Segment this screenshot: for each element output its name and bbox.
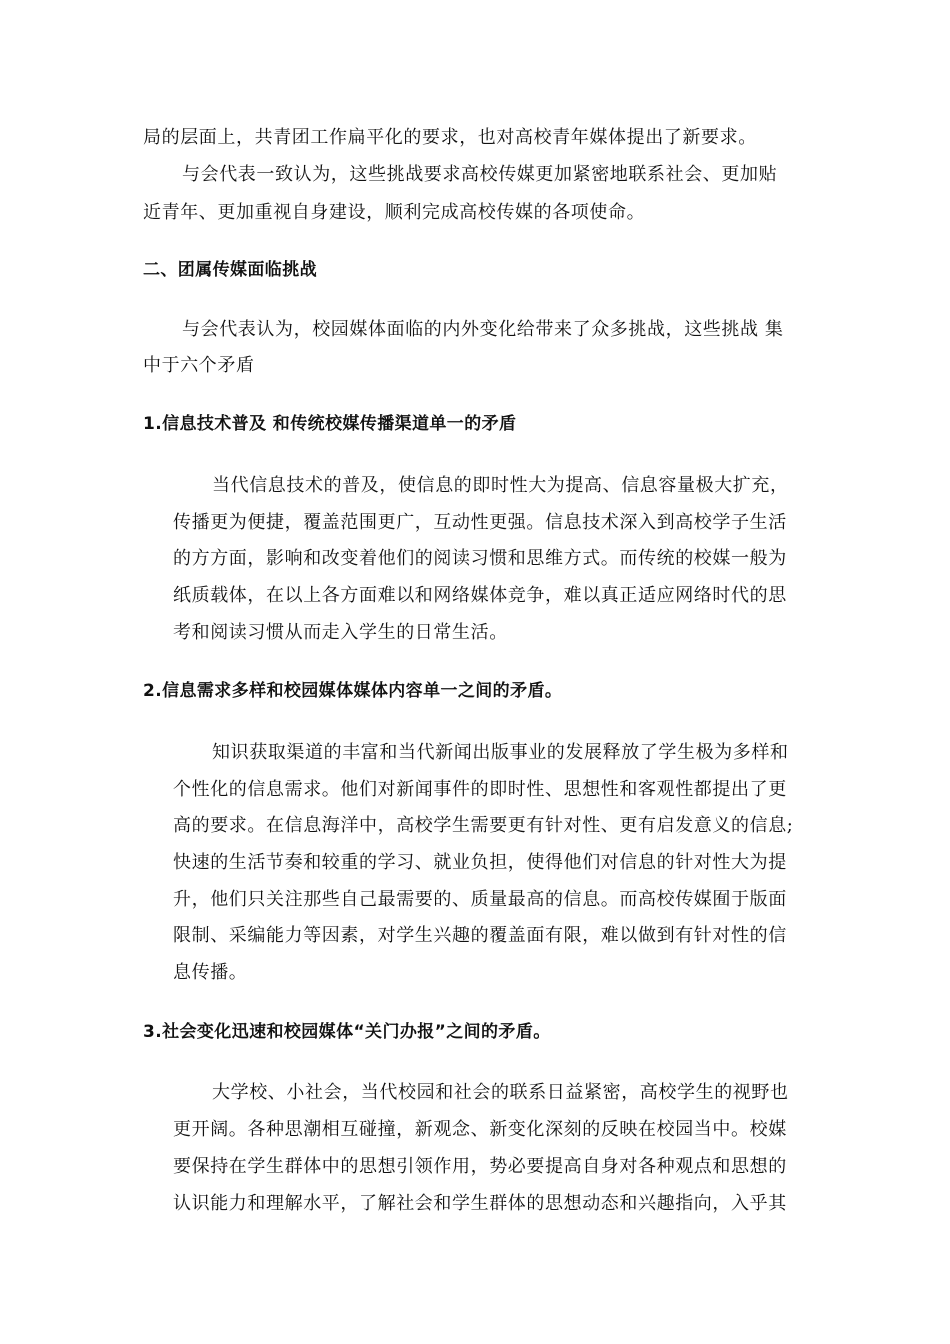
body-text-line: 限制、采编能力等因素，对学生兴趣的覆盖面有限，难以做到有针对性的信 <box>173 925 787 946</box>
body-text-line: 中于六个矛盾 <box>143 355 255 376</box>
body-text-line: 高的要求。在信息海洋中，高校学生需要更有针对性、更有启发意义的信息; <box>173 815 794 836</box>
body-text-line: 知识获取渠道的丰富和当代新闻出版事业的发展释放了学生极为多样和 <box>212 742 789 763</box>
body-text-line: 与会代表认为，校园媒体面临的内外变化给带来了众多挑战，这些挑战 集 <box>182 319 784 340</box>
body-text-line: 快速的生活节奏和较重的学习、就业负担，使得他们对信息的针对性大为提 <box>173 852 787 873</box>
body-text-line: 大学校、小社会，当代校园和社会的联系日益紧密，高校学生的视野也 <box>212 1082 789 1103</box>
body-text-line: 传播更为便捷，覆盖范围更广，互动性更强。信息技术深入到高校学子生活 <box>173 512 787 533</box>
body-text-line: 升，他们只关注那些自己最需要的、质量最高的信息。而高校传媒囿于版面 <box>173 889 787 910</box>
body-text-line: 认识能力和理解水平，了解社会和学生群体的思想动态和兴趣指向，入乎其 <box>173 1193 787 1214</box>
subsection-heading: 2.信息需求多样和校园媒体媒体内容单一之间的矛盾。 <box>143 681 563 701</box>
body-text-line: 息传播。 <box>173 962 248 983</box>
body-text-line: 个性化的信息需求。他们对新闻事件的即时性、思想性和客观性都提出了更 <box>173 779 787 800</box>
body-text-line: 近青年、更加重视自身建设，顺利完成高校传媒的各项使命。 <box>143 202 646 223</box>
section-heading: 二、团属传媒面临挑战 <box>143 260 317 280</box>
body-text-line: 纸质载体，在以上各方面难以和网络媒体竞争，难以真正适应网络时代的思 <box>173 585 787 606</box>
body-text-line: 的方方面，影响和改变着他们的阅读习惯和思维方式。而传统的校媒一般为 <box>173 548 787 569</box>
subsection-heading: 3.社会变化迅速和校园媒体“关门办报”之间的矛盾。 <box>143 1022 551 1042</box>
body-text-line: 要保持在学生群体中的思想引领作用，势必要提高自身对各种观点和思想的 <box>173 1156 787 1177</box>
subsection-heading: 1.信息技术普及 和传统校媒传播渠道单一的矛盾 <box>143 414 517 434</box>
body-text-line: 当代信息技术的普及，使信息的即时性大为提高、信息容量极大扩充， <box>212 475 789 496</box>
body-text-line: 考和阅读习惯从而走入学生的日常生活。 <box>173 622 508 643</box>
body-text-line: 更开阔。各种思潮相互碰撞，新观念、新变化深刻的反映在校园当中。校媒 <box>173 1119 787 1140</box>
body-text-line: 与会代表一致认为，这些挑战要求高校传媒更加紧密地联系社会、更加贴 <box>182 164 778 185</box>
body-text-line: 局的层面上，共青团工作扁平化的要求，也对高校青年媒体提出了新要求。 <box>143 127 757 148</box>
